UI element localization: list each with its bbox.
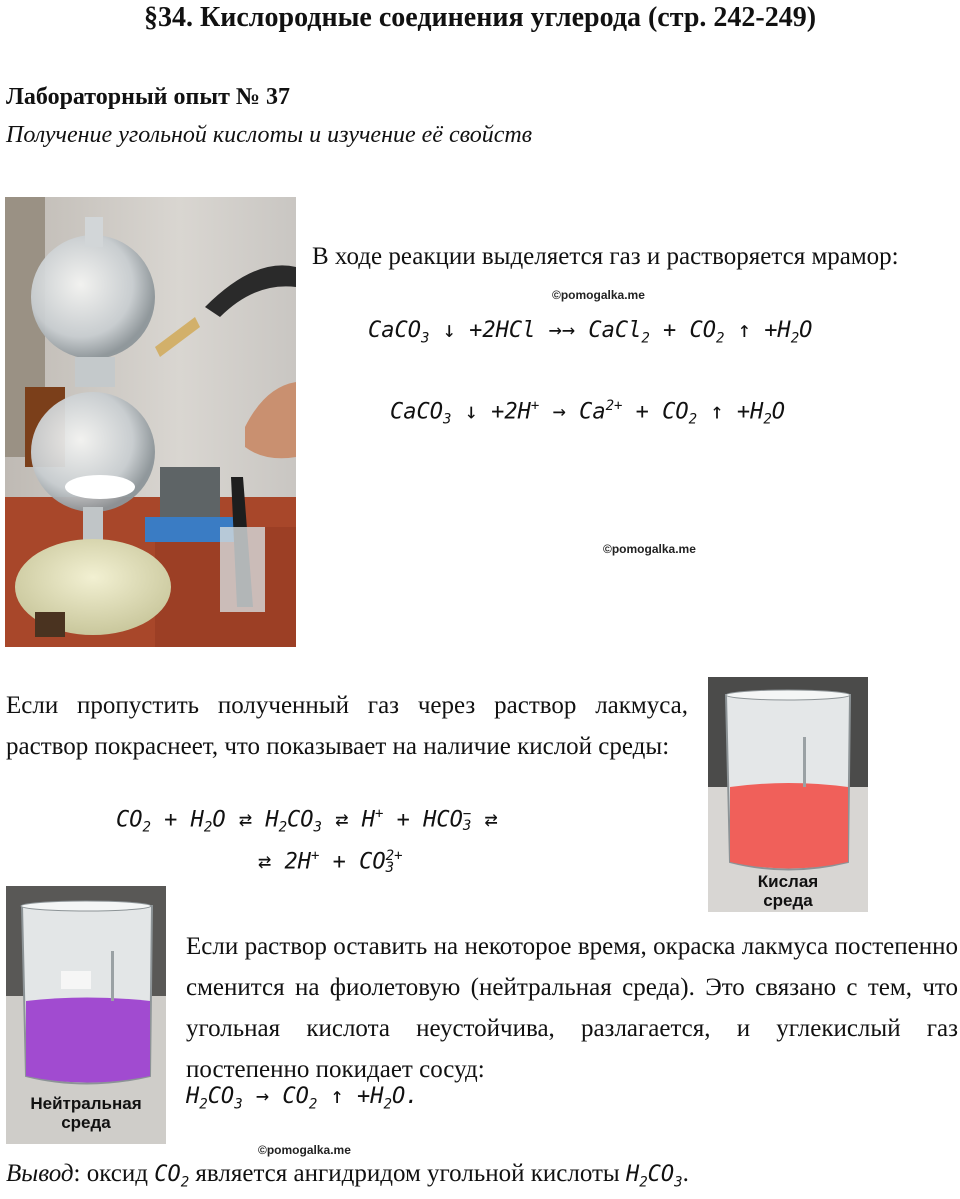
- equation-molecular: CaCO$_3$ ↓ +2HCl →→ CaCl$_2$ + $CO_2$ ↑ $+H_2O$: [368, 318, 813, 347]
- paragraph-decomposition: Если раствор оставить на некоторое время, окраска лакмуса постепенно сменится на фиолетовую (нейтральная среда). Это связано с тем, что угольная кислота неустойчива, разлагается, и углекислый газ постепенно покидает сосуд:: [186, 933, 958, 1083]
- paragraph-litmus: Если пропустить полученный газ через раствор лакмуса, раствор покраснеет, что показывает на наличие кислой среды:: [6, 692, 688, 760]
- paragraph-reaction: В ходе реакции выделяется газ и растворяется мрамор:: [312, 243, 899, 270]
- kipp-apparatus-photo: [5, 197, 296, 647]
- lab-subtitle: Получение угольной кислоты и изучение её свойств: [6, 122, 533, 148]
- equation-ionic: CaCO$_3$ ↓ $+2H^+ \to Ca^{2+} + CO_2$ ↑ $+H_2O$: [390, 398, 786, 428]
- conclusion: Вывод: оксид $CO_2$ является ангидридом угольной кислоты $H_2CO_3$.: [6, 1160, 689, 1191]
- lab-title: Лабораторный опыт № 37: [6, 84, 290, 110]
- neutral-beaker-photo: Нейтральная среда: [6, 886, 166, 1144]
- equation-decomposition: $H_2CO_3 \to CO_2$ ↑ $+H_2O$.: [186, 1084, 419, 1113]
- equation-carbonic-dissociation: $CO_2 + H_2O$ ⇄ $H_2CO_3$ ⇄ H+ + HCO − 3 ⇄: [116, 806, 498, 836]
- acid-beaker-photo: Кислая среда: [708, 677, 868, 912]
- watermark: ©pomogalka.me: [603, 542, 696, 556]
- equation-carbonate: ⇄ 2H+ + CO 2+ 3: [258, 848, 403, 877]
- page-title: §34. Кислородные соединения углерода (стр. 242-249): [143, 2, 817, 33]
- watermark: ©pomogalka.me: [258, 1143, 351, 1157]
- watermark: ©pomogalka.me: [552, 288, 645, 302]
